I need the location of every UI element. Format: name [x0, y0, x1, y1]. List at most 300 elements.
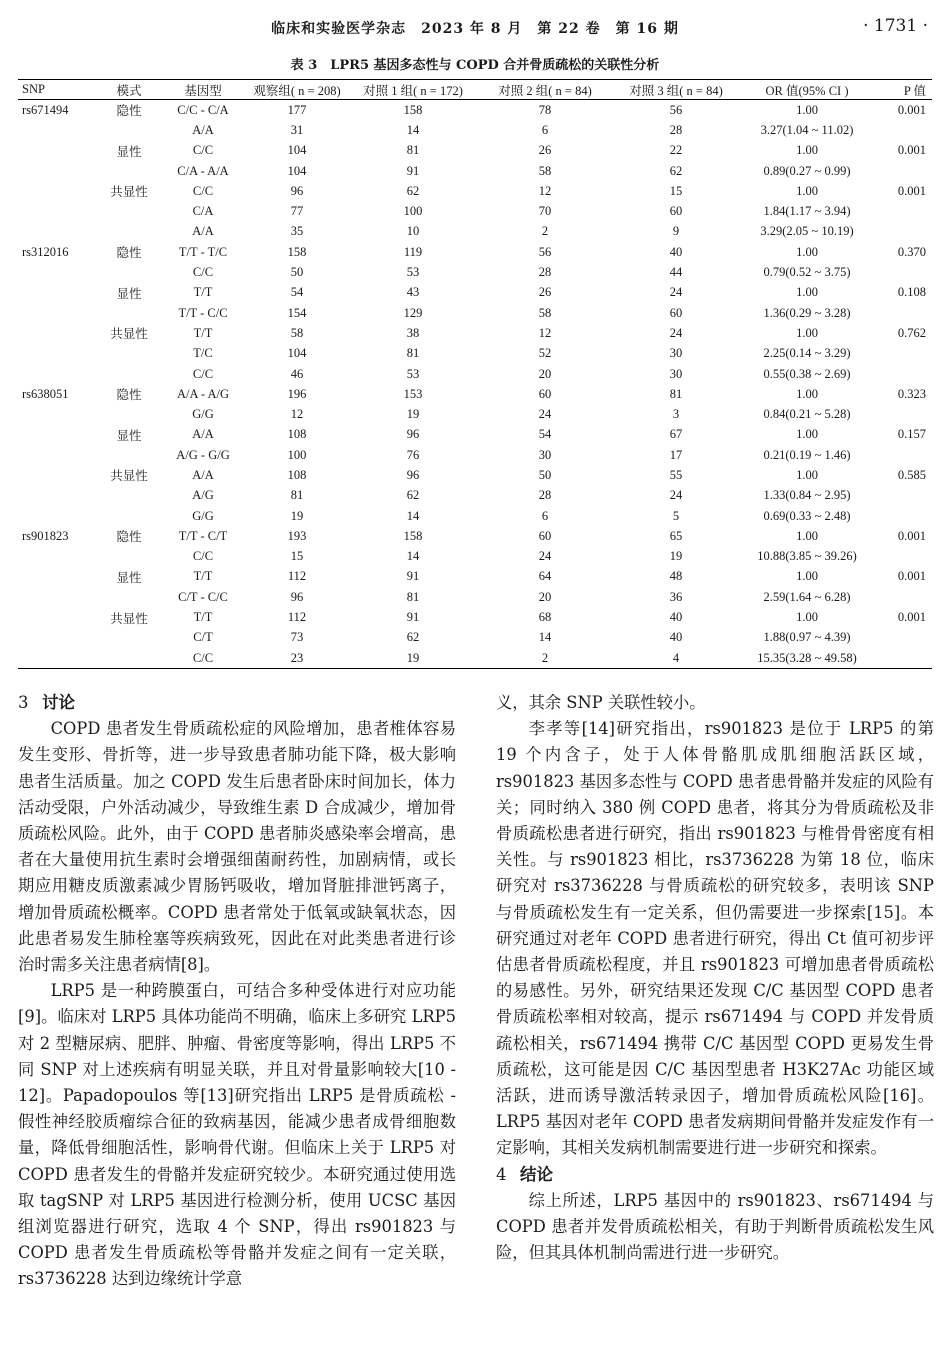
table-row — [18, 364, 932, 384]
table-cell: 104 — [287, 143, 307, 158]
table-cell: 1.00 — [796, 386, 818, 401]
table-cell: 24 — [669, 488, 683, 503]
table-cell: 6 — [541, 122, 549, 137]
table-cell: 隐性 — [116, 246, 142, 261]
table-row — [18, 262, 932, 282]
table-cell: 70 — [538, 204, 552, 219]
table-cell: 52 — [538, 346, 552, 361]
table-cell: 24 — [669, 325, 683, 340]
table-cell: 0.001 — [897, 569, 926, 584]
table-cell: 30 — [669, 366, 683, 381]
table-cell: 28 — [538, 488, 552, 503]
column-header: 对照 3 组( n = 84) — [629, 83, 723, 98]
table-cell — [18, 161, 100, 181]
table-cell — [100, 201, 158, 221]
journal-title: 临床和实验医学杂志 2023 年 8 月 第 22 卷 第 16 期 — [271, 21, 679, 37]
table-cell: A/A — [192, 467, 214, 482]
conclusion-heading — [496, 1162, 934, 1188]
table-cell — [100, 344, 158, 364]
table-cell: T/T — [193, 569, 213, 584]
table-cell: 1.00 — [796, 610, 818, 625]
table-cell: 26 — [538, 143, 552, 158]
table-cell: 1.88(0.97 ~ 4.39) — [763, 630, 851, 645]
table-cell — [18, 506, 100, 526]
table-cell: 53 — [406, 366, 420, 381]
table-cell — [100, 262, 158, 282]
table-cell: 38 — [406, 325, 420, 340]
table-row — [18, 384, 932, 404]
table-row — [18, 201, 932, 221]
table-cell: 24 — [538, 549, 552, 564]
table-cell: rs901823 — [22, 528, 69, 543]
table-row — [18, 323, 932, 343]
table-row — [18, 506, 932, 526]
paragraph: LRP5 是一种跨膜蛋白，可结合多种受体进行对应功能[9]。临床对 LRP5 具体功能尚不明确，临床上多研究 LRP5 对 2 型糖尿病、肥胖、肿瘤、骨密度等影响，得出 LRP5 不同 SNP 对上述疾病有明显关联，并且对骨量影响较大[10 - 12]。Papadopoulos 等[13]研究指出 LRP5 是骨质疏松 - 假性神经胶质瘤综合征的致病基因，能减少患者成骨细胞数量，降低骨细胞活性，影响骨代谢。但临床上关于 LRP5 对 COPD 患者发生的骨骼并发症研究较少。本研究通过使用选取 tagSNP 对 LRP5 基因进行检测分析，使用 UCSC 基因组浏览器进行研究，选取 4 个 SNP，得出 rs901823 与 COPD 患者发生骨质疏松等骨骼并发症之间有一定关联，rs3736228 达到边缘统计学意 — [18, 981, 456, 1289]
table-cell — [18, 607, 100, 627]
table-cell: 62 — [406, 488, 420, 503]
table-cell — [100, 303, 158, 323]
table-cell: 1.00 — [796, 143, 818, 158]
column-header: 对照 1 组( n = 172) — [363, 83, 463, 98]
table-cell: 1.00 — [796, 467, 818, 482]
table-cell: T/T - C/C — [178, 305, 228, 320]
table-cell: 112 — [287, 610, 307, 625]
table-cell: C/C — [192, 366, 214, 381]
table-cell: 100 — [287, 447, 307, 462]
table-cell: 2 — [541, 650, 549, 665]
table-cell: A/A - A/G — [176, 386, 230, 401]
table-cell: C/A — [192, 204, 214, 219]
table-cell: 76 — [406, 447, 420, 462]
table-body — [18, 100, 932, 669]
column-header: 对照 2 组( n = 84) — [498, 83, 592, 98]
table-cell: 1.00 — [796, 325, 818, 340]
table-cell — [872, 262, 932, 282]
table-cell: 1.00 — [796, 183, 818, 198]
table-cell: 0.001 — [897, 102, 926, 117]
table-cell: 73 — [290, 630, 304, 645]
column-header: 模式 — [116, 83, 142, 98]
table-cell: 28 — [669, 122, 683, 137]
table-cell — [100, 161, 158, 181]
table-cell: 60 — [538, 386, 552, 401]
table-cell: 48 — [669, 569, 683, 584]
table-cell: 19 — [406, 407, 420, 422]
table-cell — [100, 587, 158, 607]
table-cell: 2 — [541, 224, 549, 239]
table-cell — [18, 283, 100, 303]
table-cell — [872, 404, 932, 424]
table-cell: 17 — [669, 447, 683, 462]
table-cell — [18, 303, 100, 323]
table-header-row — [18, 80, 932, 100]
table-cell: 56 — [538, 244, 552, 259]
table-cell: rs638051 — [22, 386, 69, 401]
table-cell: 62 — [406, 183, 420, 198]
table-cell: 58 — [538, 305, 552, 320]
table-cell: 30 — [538, 447, 552, 462]
table-row — [18, 242, 932, 262]
table-row — [18, 547, 932, 567]
table-cell: G/G — [192, 407, 214, 422]
table-cell: 154 — [287, 305, 307, 320]
table-cell: 1.00 — [796, 244, 818, 259]
table-cell — [18, 120, 100, 140]
discussion-heading — [18, 690, 456, 716]
table-cell: 20 — [538, 366, 552, 381]
table-cell — [872, 161, 932, 181]
table-cell: 60 — [538, 528, 552, 543]
table-cell: 0.108 — [897, 285, 926, 300]
table-cell: 96 — [406, 427, 420, 442]
table-cell — [100, 648, 158, 669]
table-cell: 0.84(0.21 ~ 5.28) — [763, 407, 851, 422]
table-cell: 81 — [406, 143, 420, 158]
table-cell: 40 — [669, 244, 683, 259]
table-cell: rs671494 — [22, 102, 69, 117]
table-cell: 0.001 — [897, 183, 926, 198]
section-number: 4 — [496, 1164, 507, 1184]
left-column — [18, 690, 456, 1293]
page-number: · 1731 · — [863, 16, 928, 36]
table-cell: 共显性 — [110, 611, 148, 626]
table-cell — [872, 648, 932, 669]
table-cell — [18, 628, 100, 648]
table-cell: 112 — [287, 569, 307, 584]
table-cell: 153 — [403, 386, 423, 401]
table-cell — [872, 303, 932, 323]
table-cell: 23 — [290, 650, 304, 665]
table-cell: 65 — [669, 528, 683, 543]
table-cell: T/T — [193, 285, 213, 300]
table-cell: 3.29(2.05 ~ 10.19) — [760, 224, 854, 239]
table-row — [18, 486, 932, 506]
table-cell: 0.69(0.33 ~ 2.48) — [763, 508, 851, 523]
table-cell: A/G — [192, 488, 214, 503]
table-cell — [18, 141, 100, 161]
table-cell — [18, 404, 100, 424]
table-cell: 14 — [406, 549, 420, 564]
table-cell: 0.762 — [897, 325, 926, 340]
table-cell: 108 — [287, 467, 307, 482]
table-cell: 隐性 — [116, 530, 142, 545]
table-cell: 91 — [406, 163, 420, 178]
table-cell — [872, 628, 932, 648]
table-cell: 62 — [669, 163, 683, 178]
table-cell: 119 — [403, 244, 423, 259]
table-cell: 0.001 — [897, 610, 926, 625]
table-cell: 0.323 — [897, 386, 926, 401]
table-row — [18, 181, 932, 201]
table-cell: 5 — [672, 508, 680, 523]
table-cell: 3.27(1.04 ~ 11.02) — [760, 122, 854, 137]
table-cell: 22 — [669, 143, 683, 158]
table-cell — [872, 222, 932, 242]
table-cell: 60 — [669, 305, 683, 320]
column-header: 基因型 — [184, 83, 222, 98]
table-cell — [18, 323, 100, 343]
table-cell: 158 — [287, 244, 307, 259]
table-cell: 108 — [287, 427, 307, 442]
paragraph-continued: 义，其余 SNP 关联性较小。 — [496, 693, 706, 712]
table-cell: 28 — [538, 265, 552, 280]
table-cell: 1.84(1.17 ~ 3.94) — [763, 204, 851, 219]
table-cell: 3 — [672, 407, 680, 422]
table-cell — [872, 486, 932, 506]
table-cell: 44 — [669, 265, 683, 280]
table-cell: 1.00 — [796, 528, 818, 543]
column-header: OR 值(95% CI ) — [765, 83, 849, 98]
table-cell: 158 — [403, 528, 423, 543]
table-cell — [872, 344, 932, 364]
table-cell — [18, 547, 100, 567]
table-cell: 19 — [669, 549, 683, 564]
table-row — [18, 303, 932, 323]
table-cell: 81 — [406, 346, 420, 361]
table-cell — [872, 506, 932, 526]
table-cell — [18, 425, 100, 445]
table-cell: 31 — [290, 122, 304, 137]
table-cell — [18, 344, 100, 364]
table-cell: 显性 — [116, 570, 142, 585]
table-cell: 35 — [290, 224, 304, 239]
table-cell — [18, 262, 100, 282]
table-cell — [872, 547, 932, 567]
table-cell — [18, 587, 100, 607]
column-header: P 值 — [903, 83, 926, 98]
table-cell: T/T — [193, 610, 213, 625]
table-cell: 50 — [290, 265, 304, 280]
table-cell: 40 — [669, 610, 683, 625]
page-header — [0, 14, 950, 44]
table-cell — [872, 201, 932, 221]
table-cell: 显性 — [116, 428, 142, 443]
table-cell: 15.35(3.28 ~ 49.58) — [757, 650, 857, 665]
table-cell: 56 — [669, 102, 683, 117]
table-cell: 14 — [406, 508, 420, 523]
table-cell — [100, 404, 158, 424]
table-row — [18, 161, 932, 181]
table-cell: 62 — [406, 630, 420, 645]
table-cell: 14 — [406, 122, 420, 137]
right-column — [496, 690, 934, 1266]
table-cell: 96 — [290, 589, 304, 604]
table-cell — [100, 486, 158, 506]
table-cell: T/T - T/C — [178, 244, 228, 259]
table-row — [18, 648, 932, 669]
table-cell: 10.88(3.85 ~ 39.26) — [757, 549, 857, 564]
table-row — [18, 465, 932, 485]
table-row — [18, 425, 932, 445]
table-cell: C/C — [192, 650, 214, 665]
table-cell: 0.585 — [897, 467, 926, 482]
table-row — [18, 141, 932, 161]
table-cell: 1.00 — [796, 427, 818, 442]
table-cell: 15 — [290, 549, 304, 564]
table-cell — [18, 445, 100, 465]
column-header: 观察组( n = 208) — [253, 83, 341, 98]
table-cell — [100, 445, 158, 465]
table-cell: 96 — [290, 183, 304, 198]
table-cell: T/T — [193, 325, 213, 340]
table-cell: C/C - C/A — [177, 102, 229, 117]
section-title: 讨论 — [42, 693, 75, 712]
table-cell: 15 — [669, 183, 683, 198]
table-cell — [100, 628, 158, 648]
table-cell — [100, 547, 158, 567]
table-cell — [872, 120, 932, 140]
section-title: 结论 — [520, 1164, 553, 1184]
table-cell: 100 — [403, 204, 423, 219]
table-cell: rs312016 — [22, 244, 69, 259]
table-row — [18, 222, 932, 242]
table-cell: 12 — [290, 407, 304, 422]
table-cell: 隐性 — [116, 388, 142, 403]
table-cell: C/T — [193, 630, 213, 645]
table-cell: 0.89(0.27 ~ 0.99) — [763, 163, 851, 178]
table-cell: A/A — [192, 122, 214, 137]
table-cell: 0.001 — [897, 528, 926, 543]
table-cell — [100, 364, 158, 384]
table-cell — [100, 222, 158, 242]
table-cell: 54 — [290, 285, 304, 300]
table-cell — [100, 120, 158, 140]
table-cell: 77 — [290, 204, 304, 219]
table-cell: 129 — [403, 305, 423, 320]
table-cell: 2.59(1.64 ~ 6.28) — [763, 589, 851, 604]
table-cell: 9 — [672, 224, 680, 239]
table-cell: 0.21(0.19 ~ 1.46) — [763, 447, 851, 462]
table-row — [18, 607, 932, 627]
table-cell: 54 — [538, 427, 552, 442]
column-header: SNP — [22, 82, 45, 96]
table-cell: 177 — [287, 102, 307, 117]
table-cell: T/C — [193, 346, 213, 361]
table-row — [18, 526, 932, 546]
paragraph: 综上所述，LRP5 基因中的 rs901823、rs671494 与 COPD 患者并发骨质疏松相关，有助于判断骨质疏松发生风险，但其具体机制尚需进行进一步研究。 — [496, 1190, 934, 1263]
table-cell — [18, 222, 100, 242]
table-row — [18, 120, 932, 140]
table-cell: 91 — [406, 569, 420, 584]
table-cell: C/C — [192, 143, 214, 158]
table-cell — [18, 181, 100, 201]
table-cell: 显性 — [116, 286, 142, 301]
table-cell: 隐性 — [116, 104, 142, 119]
table-row — [18, 100, 932, 121]
table-row — [18, 445, 932, 465]
table-cell: 104 — [287, 346, 307, 361]
table-cell — [18, 364, 100, 384]
table-cell: 81 — [669, 386, 683, 401]
table-cell: 20 — [538, 589, 552, 604]
table-cell: 14 — [538, 630, 552, 645]
table-cell: 12 — [538, 183, 552, 198]
table-cell — [18, 486, 100, 506]
table-cell: 0.370 — [897, 244, 926, 259]
table-cell: 64 — [538, 569, 552, 584]
table-cell: 26 — [538, 285, 552, 300]
paragraph: COPD 患者发生骨质疏松症的风险增加，患者椎体容易发生变形、骨折等，进一步导致患者肺功能下降，极大影响患者生活质量。加之 COPD 发生后患者卧床时间加长，体力活动受限，户外活动减少，导致维生素 D 合成减少，增加骨质疏松风险。此外，由于 COPD 患者肺炎感染率会增高，患者在大量使用抗生素时会增强细菌耐药性，加剧病情，或长期应用糖皮质激素减少胃肠钙吸收，增加肾脏排泄钙离子，增加骨质疏松概率。COPD 患者常处于低氧或缺氧状态，因此患者易发生肺栓塞等疾病致死，因此在对此类患者进行诊治时需多关注患者病情[8]。 — [18, 719, 456, 975]
table-row — [18, 587, 932, 607]
table-cell: 显性 — [116, 144, 142, 159]
table-cell: C/A - A/A — [177, 163, 229, 178]
table-cell: 共显性 — [110, 185, 148, 200]
table-cell: 58 — [290, 325, 304, 340]
table-cell: 6 — [541, 508, 549, 523]
table-cell: 1.33(0.84 ~ 2.95) — [763, 488, 851, 503]
table-cell: 46 — [290, 366, 304, 381]
table-cell: 1.00 — [796, 102, 818, 117]
table-row — [18, 628, 932, 648]
table-cell: 196 — [287, 386, 307, 401]
table-cell: 0.79(0.52 ~ 3.75) — [763, 265, 851, 280]
table-cell: 19 — [290, 508, 304, 523]
table-cell: G/G — [192, 508, 214, 523]
table-cell: 40 — [669, 630, 683, 645]
table-cell: 58 — [538, 163, 552, 178]
table-cell: 共显性 — [110, 327, 148, 342]
table-cell: 78 — [538, 102, 552, 117]
table-cell: 2.25(0.14 ~ 3.29) — [763, 346, 851, 361]
table-cell: 81 — [406, 589, 420, 604]
table-cell — [18, 567, 100, 587]
table-cell: 50 — [538, 467, 552, 482]
table-cell — [18, 201, 100, 221]
table-title: 表 3 LPR5 基因多态性与 COPD 合并骨质疏松的关联性分析 — [290, 58, 660, 73]
table-cell: 10 — [406, 224, 420, 239]
table-cell: 36 — [669, 589, 683, 604]
table-cell: 104 — [287, 163, 307, 178]
table-cell: 68 — [538, 610, 552, 625]
table-cell: 1.00 — [796, 569, 818, 584]
table-cell: C/T - C/C — [178, 589, 228, 604]
table-cell: A/A — [192, 427, 214, 442]
table-cell — [18, 648, 100, 669]
table-cell: 193 — [287, 528, 307, 543]
table-row — [18, 283, 932, 303]
table-cell: A/A — [192, 224, 214, 239]
table-cell: 30 — [669, 346, 683, 361]
table-cell: 24 — [669, 285, 683, 300]
table-cell: 1.00 — [796, 285, 818, 300]
table-cell — [872, 364, 932, 384]
table-row — [18, 567, 932, 587]
table-cell: C/C — [192, 265, 214, 280]
table-cell: 81 — [290, 488, 304, 503]
table-cell — [872, 587, 932, 607]
table-cell: T/T - C/T — [178, 528, 228, 543]
table-cell: 1.36(0.29 ~ 3.28) — [763, 305, 851, 320]
table-cell: 24 — [538, 407, 552, 422]
table-cell: 0.55(0.38 ~ 2.69) — [763, 366, 851, 381]
table-cell: 0.157 — [897, 427, 926, 442]
table-cell: 19 — [406, 650, 420, 665]
table-cell: C/C — [192, 183, 214, 198]
table-cell: C/C — [192, 549, 214, 564]
table-cell: 91 — [406, 610, 420, 625]
table-cell: 67 — [669, 427, 683, 442]
table-row — [18, 344, 932, 364]
table-cell — [100, 506, 158, 526]
table-cell: 53 — [406, 265, 420, 280]
table-cell: 12 — [538, 325, 552, 340]
table-cell: 158 — [403, 102, 423, 117]
table-cell: 96 — [406, 467, 420, 482]
table-row — [18, 404, 932, 424]
table-cell: 55 — [669, 467, 683, 482]
table-cell: 43 — [406, 285, 420, 300]
table-cell: A/G - G/G — [176, 447, 230, 462]
